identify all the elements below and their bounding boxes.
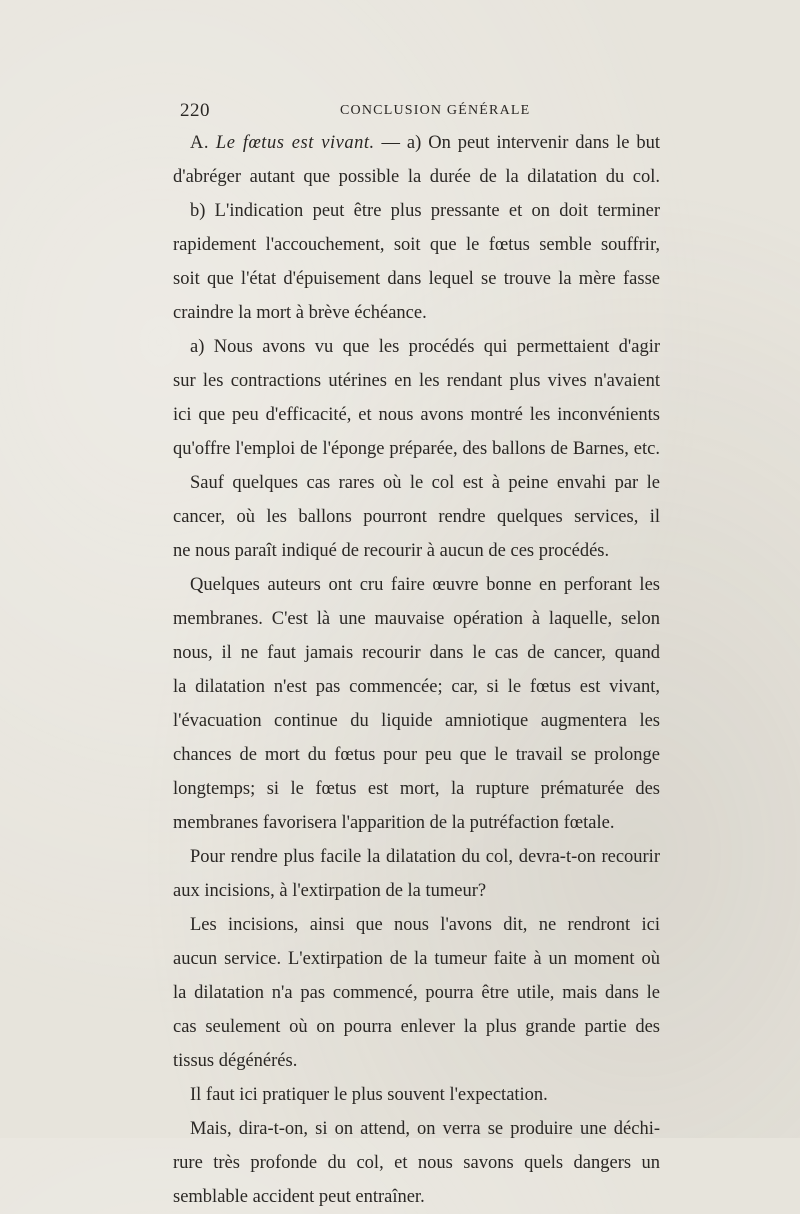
text-line: nous, il ne faut jamais recourir dans le cas de cancer, quand: [173, 643, 660, 663]
text-line: b) L'indication peut être plus pressante et on doit terminer: [190, 201, 660, 221]
page-header: [180, 100, 660, 124]
body-text: [173, 126, 660, 1214]
text-line: Les incisions, ainsi que nous l'avons dit, ne rendront ici: [190, 915, 660, 935]
text-line: craindre la mort à brève échéance.: [173, 303, 427, 323]
section-label: A.: [190, 133, 209, 153]
text-line: rure très profonde du col, et nous savons quels dangers un: [173, 1153, 660, 1173]
text-line: chances de mort du fœtus pour peu que le travail se prolonge: [173, 745, 660, 765]
text-line: ici que peu d'efficacité, et nous avons montré les inconvénients: [173, 405, 660, 425]
text-line: la dilatation n'a pas commencé, pourra être utile, mais dans le: [173, 983, 660, 1003]
text-line: longtemps; si le fœtus est mort, la rupture prématurée des: [173, 779, 660, 799]
text-line: a) Nous avons vu que les procédés qui permettaient d'agir: [190, 337, 660, 357]
text-line: cas seulement où on pourra enlever la plus grande partie des: [173, 1017, 660, 1037]
text-line: Il faut ici pratiquer le plus souvent l'expectation.: [190, 1085, 548, 1105]
page-number: 220: [180, 100, 210, 121]
text-line: Pour rendre plus facile la dilatation du col, devra-t-on recourir: [190, 847, 660, 867]
text-line: Quelques auteurs ont cru faire œuvre bonne en perforant les: [190, 575, 660, 595]
text-line: rapidement l'accouchement, soit que le fœtus semble souffrir,: [173, 235, 660, 255]
text-line: soit que l'état d'épuisement dans lequel se trouve la mère fasse: [173, 269, 660, 289]
text-line: d'abréger autant que possible la durée de la dilatation du col.: [173, 167, 660, 187]
text-line: qu'offre l'emploi de l'éponge préparée, des ballons de Barnes, etc.: [173, 439, 660, 459]
text-line: Mais, dira-t-on, si on attend, on verra se produire une déchi-: [190, 1119, 660, 1139]
text-line: sur les contractions utérines en les rendant plus vives n'avaient: [173, 371, 660, 391]
text-line: semblable accident peut entraîner.: [173, 1187, 425, 1207]
section-first-line: — a) On peut intervenir dans le but: [381, 133, 660, 153]
text-line: Sauf quelques cas rares où le col est à peine envahi par le: [190, 473, 660, 493]
text-line: membranes favorisera l'apparition de la putréfaction fœtale.: [173, 813, 615, 833]
text-line: la dilatation n'est pas commencée; car, si le fœtus est vivant,: [173, 677, 660, 697]
section-title: Le fœtus est vivant.: [215, 133, 375, 153]
text-line: tissus dégénérés.: [173, 1051, 298, 1071]
text-line: cancer, où les ballons pourront rendre quelques services, il: [173, 507, 660, 527]
text-line: membranes. C'est là une mauvaise opération à laquelle, selon: [173, 609, 660, 629]
running-title: CONCLUSION GÉNÉRALE: [340, 103, 531, 118]
text-line: aux incisions, à l'extirpation de la tumeur?: [173, 881, 487, 901]
section-a-heading: [173, 126, 660, 160]
text-line: ne nous paraît indiqué de recourir à aucun de ces procédés.: [173, 541, 610, 561]
text-line: l'évacuation continue du liquide amniotique augmentera les: [173, 711, 660, 731]
text-line: aucun service. L'extirpation de la tumeur faite à un moment où: [173, 949, 660, 969]
